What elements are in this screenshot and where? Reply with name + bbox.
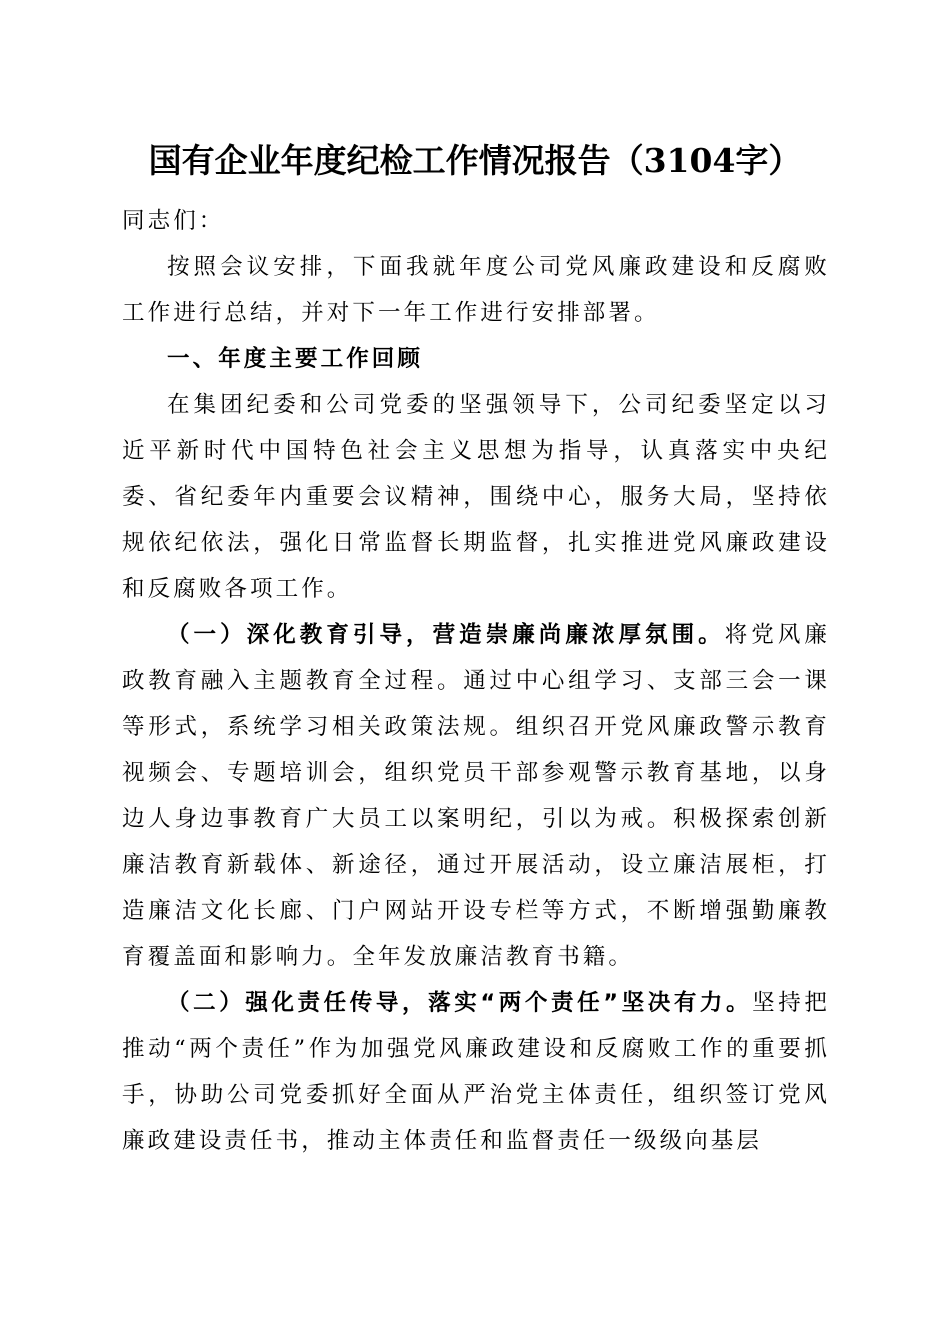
item-1-paragraph	[122, 612, 830, 980]
document-title: 国有企业年度纪检工作情况报告（3104字）	[148, 141, 802, 180]
item-2-lead: （二）强化责任传导，落实“两个责任”坚决有力。	[167, 990, 753, 1016]
item-2-paragraph	[122, 980, 830, 1164]
item-1-body: 将党风廉政教育融入主题教育全过程。通过中心组学习、支部三会一课等形式，系统学习相关政策法规。组织召开党风廉政警示教育视频会、专题培训会，组织党员干部参观警示教育基地，以身边人身边事教育广大员工以案明纪，引以为戒。积极探索创新廉洁教育新载体、新途径，通过开展活动，设立廉洁展柜，打造廉洁文化长廊、门户网站开设专栏等方式，不断增强勤廉教育覆盖面和影响力。全年发放廉洁教育书籍。	[122, 622, 830, 970]
section-heading: 一、年度主要工作回顾	[167, 346, 424, 372]
section-intro-paragraph: 在集团纪委和公司党委的坚强领导下，公司纪委坚定以习近平新时代中国特色社会主义思想为指导，认真落实中央纪委、省纪委年内重要会议精神，围绕中心，服务大局，坚持依规依纪依法，强化日常监督长期监督，扎实推进党风廉政建设和反腐败各项工作。	[122, 392, 830, 602]
item-1-lead: （一）深化教育引导，营造崇廉尚廉浓厚氛围。	[167, 622, 725, 648]
document-body	[122, 198, 830, 1164]
intro-paragraph: 按照会议安排，下面我就年度公司党风廉政建设和反腐败工作进行总结，并对下一年工作进行安排部署。	[122, 254, 830, 326]
salutation: 同志们：	[122, 208, 225, 234]
item-2-body: 坚持把推动“两个责任”作为加强党风廉政建设和反腐败工作的重要抓手，协助公司党委抓好全面从严治党主体责任，组织签订党风廉政建设责任书，推动主体责任和监督责任一级级向基层	[122, 990, 830, 1154]
